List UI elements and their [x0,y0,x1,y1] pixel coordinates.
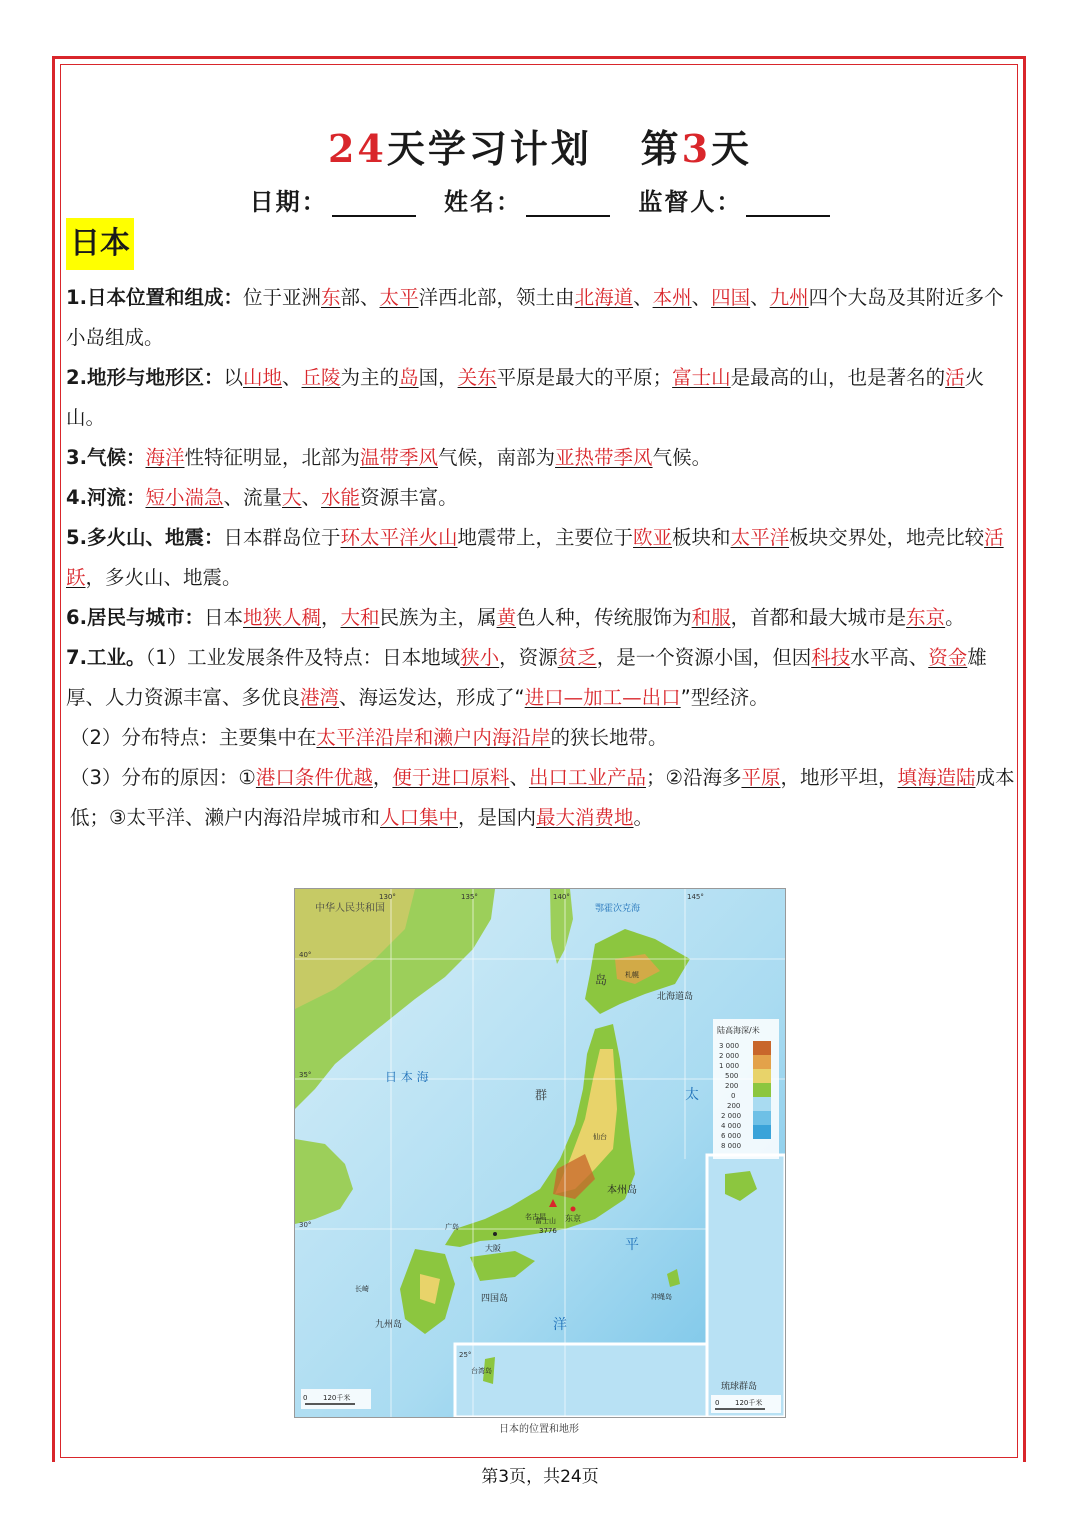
text: 、海运发达，形成了“ [339,686,525,709]
answer: 大 [282,486,302,509]
item-heading: 5.多火山、地震： [66,526,224,549]
lat-label: 35° [299,1071,312,1079]
island-char-label: 岛 [595,973,608,987]
answer: 黄 [496,606,517,629]
legend-value: 0 [731,1092,736,1100]
fuji-label: 富士山 [535,1217,556,1225]
okinawa-label: 冲绳岛 [651,1293,672,1301]
text: ，地形平坦， [780,766,898,789]
item-7-2 [66,718,1016,758]
answer: 便于进口原料 [392,766,510,789]
answer: 资金 [928,646,968,669]
answer: 岛 [399,366,419,389]
answer: 最大消费地 [536,806,634,829]
supervisor-label: 监督人： [638,187,743,216]
text: （2）分布特点：主要集中在 [70,726,317,749]
sea-of-japan-label: 日 本 海 [385,1070,429,1084]
answer: 人口集中 [379,806,458,829]
answer: 亚热带季风 [555,446,653,469]
item-heading: 7.工业。 [66,646,146,669]
pacific-label-3: 洋 [553,1317,567,1333]
legend-swatch [753,1097,771,1111]
answer: 东 [321,286,341,309]
answer: 九州 [769,286,809,309]
legend-swatch [753,1125,771,1139]
lon-label: 135° [461,893,478,901]
osaka-label: 大阪 [485,1244,501,1253]
answer: 填海造陆 [897,766,976,789]
archipelago-label: 群 [535,1088,548,1102]
answer: 科技 [811,646,851,669]
text: 民族为主，属 [379,606,497,629]
lon-label: 145° [687,893,704,901]
text: ；②沿海多 [645,766,742,789]
legend-value: 3 000 [719,1042,740,1050]
answer: 丘陵 [301,366,341,389]
item-heading: 2.地形与地形区： [66,366,224,389]
text: 、 [691,286,712,309]
kyushu-label: 九州岛 [375,1320,403,1330]
legend-value: 500 [725,1072,739,1080]
text: 色人种，传统服饰为 [516,606,692,629]
legend-value: 2 000 [719,1052,740,1060]
title-days-number: 24 [327,126,387,171]
text: 洋西北部，领土由 [418,286,575,309]
answer: 活 [945,366,965,389]
text: 国， [418,366,458,389]
legend-swatch [753,1041,771,1055]
text: 、 [750,286,770,309]
text: 成本低；③太平洋、濑户内海沿岸城市和 [70,766,1015,829]
tokyo-dot [571,1207,576,1212]
item-6 [66,598,1016,638]
ryukyu-label: 琉球群岛 [721,1382,758,1392]
item-heading: 3.气候： [66,446,146,469]
answer: 海洋 [145,446,185,469]
china-label: 中华人民共和国 [315,903,385,914]
legend-swatch [753,1083,771,1097]
text: ， [321,606,341,629]
title-tian: 天 [711,126,753,171]
item-heading: 4.河流： [66,486,146,509]
legend-swatch [753,1111,771,1125]
answer: 港湾 [300,686,340,709]
legend-value: 2 000 [721,1112,742,1120]
name-field[interactable] [526,191,610,217]
scale-zero: 0 [303,1394,308,1402]
item-4 [66,478,1016,518]
text: 水平高、 [850,646,929,669]
item-3 [66,438,1016,478]
lon-label: 130° [379,893,396,901]
text: 日本 [203,606,243,629]
item-heading: 6.居民与城市： [66,606,204,629]
supervisor-field[interactable] [746,191,830,217]
answer: 太平洋沿岸和濑户内海沿岸 [316,726,551,749]
text: 火山。 [66,366,985,429]
text: 以 [223,366,243,389]
date-label: 日期： [249,187,328,216]
title-day-number: 3 [681,126,712,171]
tokyo-label: 东京 [565,1214,581,1223]
item-1 [66,278,1016,358]
answer: 欧亚 [633,526,673,549]
text: 板块和 [672,526,731,549]
date-field[interactable] [332,191,416,217]
text: ”型经济。 [680,686,769,709]
text: 四个大岛及其附近多个小岛组成。 [66,286,1004,349]
legend-title: 陆高海深/米 [717,1026,760,1035]
scale-label: 120千米 [323,1394,351,1402]
text: 、 [301,486,322,509]
hiroshima-label: 广岛 [445,1223,459,1231]
text: 雄厚、人力资源丰富、多优良 [66,646,987,709]
answer: 富士山 [672,366,731,389]
text: 地震带上，主要位于 [457,526,634,549]
text: 气候，南部为 [438,446,556,469]
title-plan-text: 天学习计划 [386,126,592,171]
answer: 大和 [340,606,380,629]
answer: 和服 [691,606,731,629]
item-5 [66,518,1016,598]
nagasaki-label: 长崎 [355,1285,369,1293]
legend-value: 1 000 [719,1062,740,1070]
text: 位于亚洲 [242,286,321,309]
text: 、 [633,286,653,309]
honshu-label: 本州岛 [607,1185,637,1196]
legend-value: 4 000 [721,1122,742,1130]
answer: 本州 [652,286,692,309]
page-number: 第3页，共24页 [475,1467,604,1487]
answer: 地狭人稠 [243,606,322,629]
pacific-label-1: 太 [685,1087,699,1103]
text: 为主的 [340,366,400,389]
answer: 短小湍急 [145,486,224,509]
item-7 [66,638,1016,718]
sapporo-label: 札幌 [625,971,639,979]
answer: 出口工业产品 [528,766,646,789]
lat-label: 40° [299,951,312,959]
okhotsk-label: 鄂霍次克海 [595,904,641,914]
text: 的狭长地带。 [550,726,668,749]
hokkaido-label: 北海道岛 [657,992,694,1002]
japan-map [294,888,786,1418]
text: 板块交界处，地壳比较 [789,526,985,549]
answer: 水能 [321,486,361,509]
text: （3）分布的原因：① [70,766,256,789]
text: 资源丰富。 [360,486,458,509]
section-heading: 日本 [66,218,134,270]
text: 性特征明显，北部为 [184,446,361,469]
answer: 温带季风 [360,446,439,469]
legend-swatch [753,1069,771,1083]
text: ，资源 [499,646,558,669]
text: ，多火山、地震。 [85,566,242,589]
osaka-dot [493,1232,497,1236]
text: ， [372,766,393,789]
answer: 太平洋 [730,526,790,549]
answer: 关东 [457,366,497,389]
text: 、 [509,766,529,789]
shikoku-label: 四国岛 [481,1294,509,1304]
nagoya-label: 名古屋 [525,1213,546,1221]
answer: 东京 [906,606,946,629]
title-di: 第 [640,126,682,171]
name-label: 姓名： [444,187,522,216]
map-caption: 日本的位置和地形 [499,1424,579,1435]
item-2 [66,358,1016,438]
text: 。 [633,806,654,829]
text: （1）工业发展条件及特点：日本地域 [145,646,461,669]
fuji-height: 3776 [539,1227,557,1235]
text: 部、 [340,286,380,309]
answer: 四国 [711,286,751,309]
legend-value: 200 [727,1102,741,1110]
item-heading: 1.日本位置和组成： [66,286,243,309]
text: ，首都和最大城市是 [730,606,907,629]
text: 。 [945,606,965,629]
lat-label: 25° [459,1351,472,1359]
text: ，是一个资源小国，但因 [596,646,812,669]
answer: 山地 [243,366,283,389]
answer: 贫乏 [557,646,597,669]
notes-content [66,278,1016,838]
taiwan-label: 台湾岛 [471,1367,492,1375]
text: 是最高的山，也是著名的 [730,366,946,389]
answer: 狭小 [460,646,500,669]
legend-value: 200 [725,1082,739,1090]
pacific-label-2: 平 [625,1237,639,1253]
inset-scale-zero: 0 [715,1399,720,1407]
page-footer [0,1462,1080,1487]
text: 、流量 [223,486,283,509]
answer: 平原 [741,766,781,789]
item-7-3 [66,758,1016,838]
answer: 进口—加工—出口 [524,686,681,709]
answer: 北海道 [574,286,634,309]
legend-value: 6 000 [721,1132,742,1140]
text: 气候。 [652,446,712,469]
answer: 环太平洋火山 [340,526,458,549]
legend-value: 8 000 [721,1142,742,1150]
answer: 太平 [379,286,419,309]
sendai-label: 仙台 [593,1133,607,1141]
inset-scale-label: 120千米 [735,1399,763,1407]
answer: 活跃 [66,526,1004,589]
page-title [0,118,1080,173]
text: ，是国内 [458,806,537,829]
info-line [0,182,1080,217]
text: 日本群岛位于 [223,526,341,549]
lat-label: 30° [299,1221,312,1229]
text: 、 [282,366,302,389]
lon-label: 140° [553,893,570,901]
legend-swatch [753,1055,771,1069]
answer: 港口条件优越 [255,766,373,789]
text: 平原是最大的平原； [496,366,673,389]
